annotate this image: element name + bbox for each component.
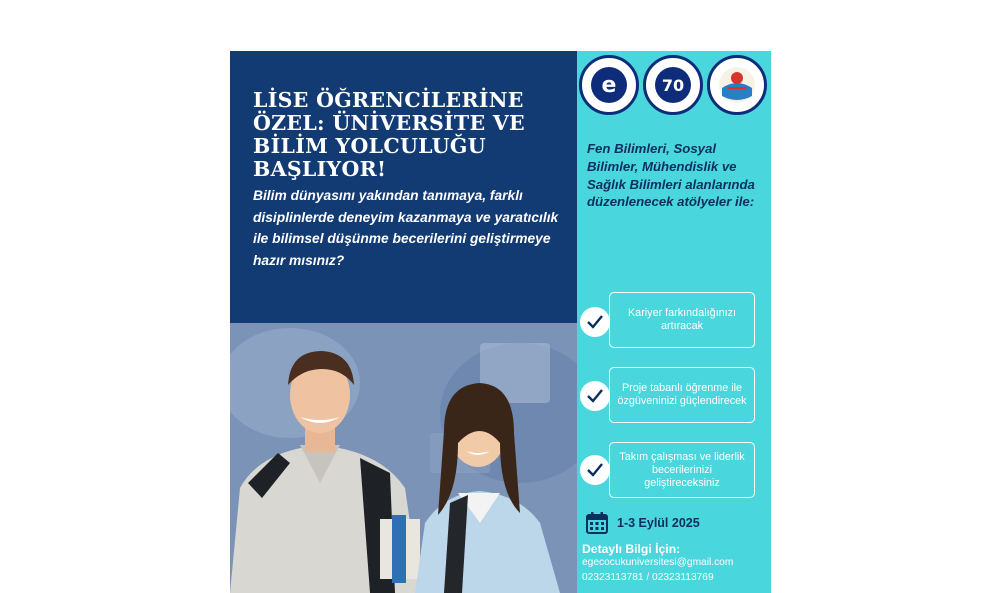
workshop-fields-text: Fen Bilimleri, Sosyal Bilimler, Mühendislik ve Sağlık Bilimleri alanlarında düzenlenecek atölyeler ile: [587,141,755,210]
students-photo [230,323,577,593]
contact-title: Detaylı Bilgi İçin: [582,542,681,556]
calendar-icon [585,511,609,535]
check-icon [580,381,610,411]
info-panel [577,51,771,593]
check-icon [580,455,610,485]
poster [230,51,771,593]
benefit-box-teamwork [609,442,755,498]
check-icon [580,307,610,337]
students-photo-illustration [230,323,577,593]
date-text: 1-3 Eylül 2025 [617,516,700,530]
benefit-text: Proje tabanlı öğrenme ile özgüveninizi güçlendirecek [617,382,747,407]
svg-text:70: 70 [661,76,685,95]
headline-panel [230,51,577,323]
benefit-box-project [609,367,755,423]
headline: LİSE ÖĞRENCİLERİNE ÖZEL: ÜNİVERSİTE VE BİLİM YOLCULUĞU BAŞLIYOR! [253,88,525,181]
ege-cocuk-universitesi-logo [707,55,767,115]
ege-universitesi-logo [579,55,639,115]
contact-phones: 02323113781 / 02323113769 [582,572,714,583]
benefit-box-career [609,292,755,348]
benefit-text: Takım çalışması ve liderlik becerilerinizi geliştireceksiniz [619,450,745,489]
contact-email: egecocukuniversitesi@gmail.com [582,557,734,568]
ege-universitesi-70-yil-logo [643,55,703,115]
svg-text:e: e [601,73,617,98]
benefit-text: Kariyer farkındalığınızı artıracak [627,307,737,332]
event-date [585,509,700,537]
intro-text: Bilim dünyasını yakından tanımaya, farklı disiplinlerde deneyim kazanmaya ve yaratıcılık ile bilimsel düşünme becerilerini geliştirmeye hazır mısınız? [253,188,559,268]
